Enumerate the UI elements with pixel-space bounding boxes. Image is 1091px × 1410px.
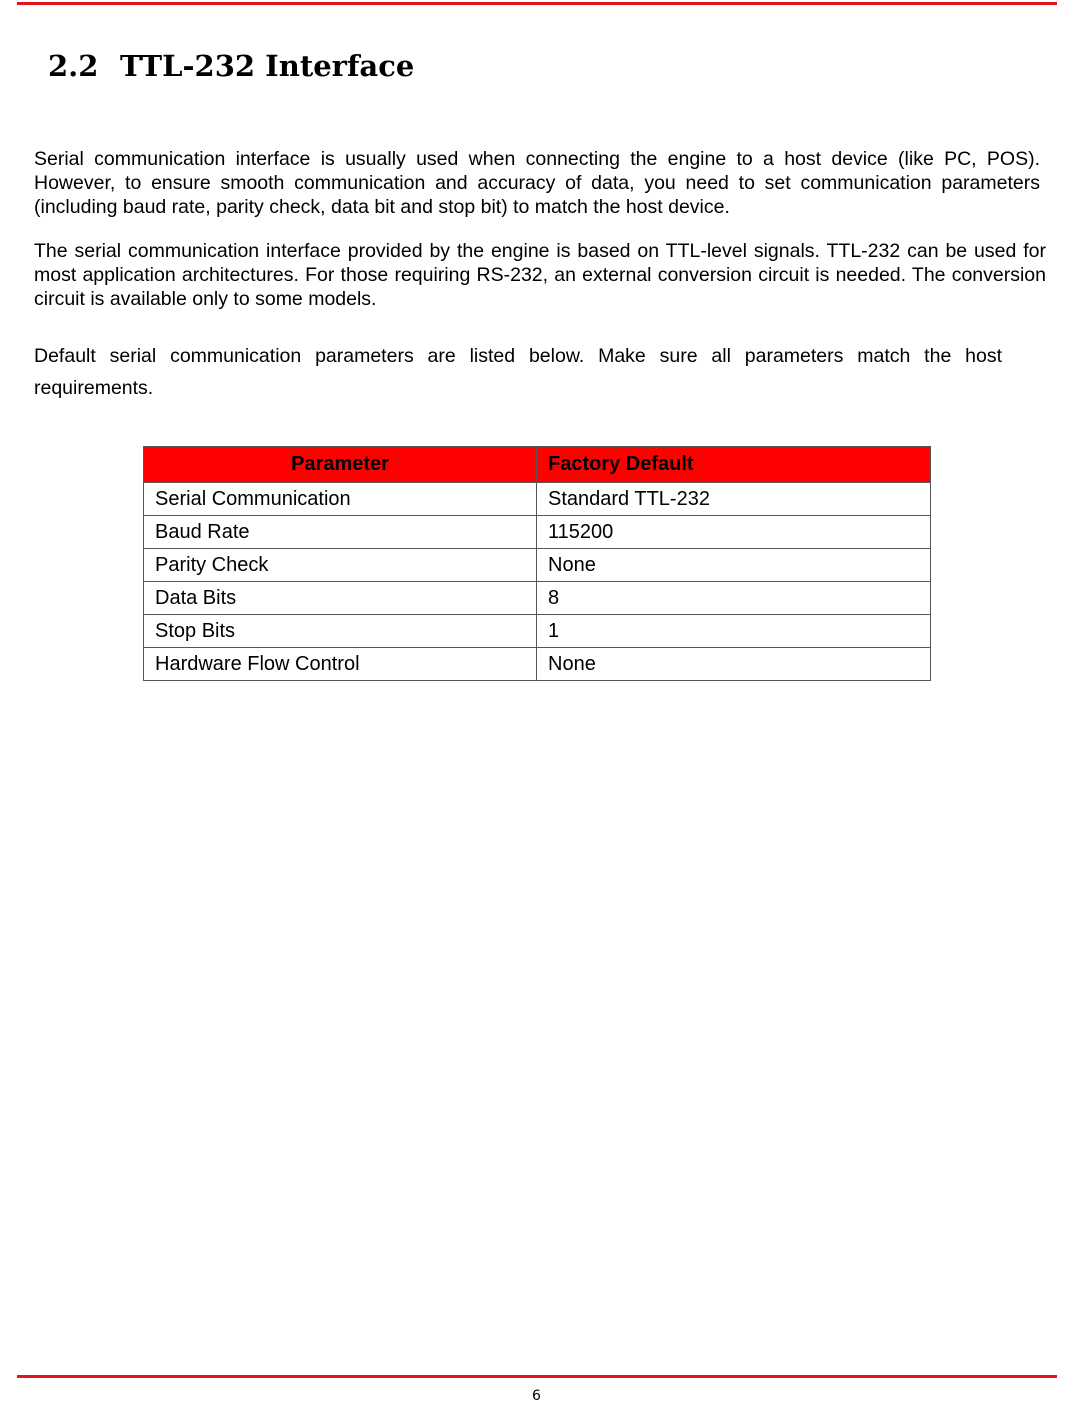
default-cell: Standard TTL-232 bbox=[537, 483, 931, 516]
table-row bbox=[144, 483, 931, 516]
table-row bbox=[144, 582, 931, 615]
header-factory-default: Factory Default bbox=[537, 447, 931, 483]
intro-paragraph: Serial communication interface is usually used when connecting the engine to a host device (like PC, POS). However, to ensure smooth communication and accuracy of data, you need to set communication parameters (including baud rate, parity check, data bit and stop bit) to match the host device. bbox=[34, 148, 1040, 218]
default-cell: None bbox=[537, 549, 931, 582]
parameter-cell: Baud Rate bbox=[144, 516, 537, 549]
parameter-cell: Hardware Flow Control bbox=[144, 648, 537, 681]
default-cell: None bbox=[537, 648, 931, 681]
table-header-row bbox=[144, 447, 931, 483]
default-cell: 8 bbox=[537, 582, 931, 615]
parameter-cell: Serial Communication bbox=[144, 483, 537, 516]
header-parameter: Parameter bbox=[144, 447, 537, 483]
table-row bbox=[144, 648, 931, 681]
parameter-cell: Data Bits bbox=[144, 582, 537, 615]
section-title: TTL-232 Interface bbox=[120, 49, 415, 83]
ttl-paragraph: The serial communication interface provided by the engine is based on TTL-level signals. TTL-232 can be used for most application architectures. For those requiring RS-232, an external conversion circuit is needed. The conversion circuit is available only to some models. bbox=[34, 240, 1046, 310]
default-cell: 115200 bbox=[537, 516, 931, 549]
bottom-rule bbox=[17, 1375, 1057, 1378]
section-heading bbox=[48, 46, 414, 86]
parameters-table bbox=[143, 446, 931, 681]
table-row bbox=[144, 615, 931, 648]
section-number: 2.2 bbox=[48, 49, 99, 83]
defaults-paragraph: Default serial communication parameters are listed below. Make sure all parameters match the host requirements. bbox=[34, 345, 1002, 399]
table-row bbox=[144, 516, 931, 549]
page-number: 6 bbox=[532, 1388, 541, 1404]
parameter-cell: Stop Bits bbox=[144, 615, 537, 648]
top-rule bbox=[17, 2, 1057, 5]
table-row bbox=[144, 549, 931, 582]
default-cell: 1 bbox=[537, 615, 931, 648]
parameter-cell: Parity Check bbox=[144, 549, 537, 582]
